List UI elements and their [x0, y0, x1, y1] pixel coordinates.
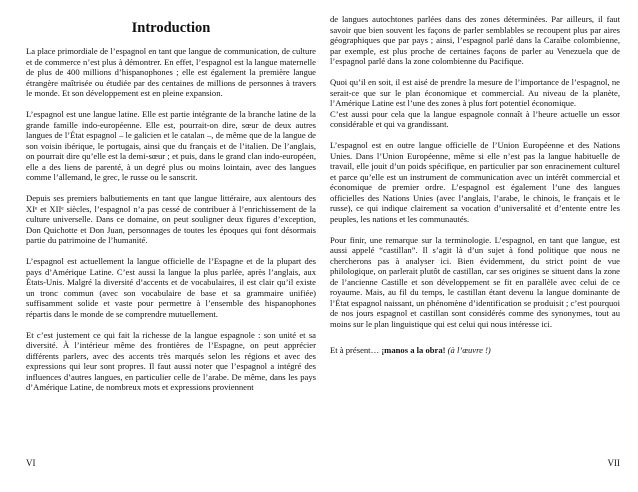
- closing-italic: (à l’œuvre !): [445, 345, 491, 355]
- right-paragraph-5: Pour finir, une remarque sur la terminologie. L’espagnol, en tant que langue, est aussi appelé “castillan”. Il s’agit là d’un sujet à fond politique que nous ne chercherons pas à analyser ici. Bien évidemment, du strict point de vue philologique, on parlerait plutôt de castillan, car ses origines se situent dans la zone de l’ancienne Castille et son développement se fit en parallèle avec celui de ce royaume. Mais, au fil du temps, le castillan étant devenu la langue dominante de l’État espagnol naissant, un phénomène d’identification se produisit ; c’est pourquoi de nos jours espagnol et castillan sont considérés comme des synonymes, tout au moins sur le plan linguistique qui est celui qui nous intéresse ici.: [330, 234, 620, 329]
- right-paragraph-4: L’espagnol est en outre langue officielle de l’Union Européenne et des Nations Unies. Dans l’Union Européenne, même si elle n’est pas la langue habituelle de travail, elle jouit d’un poids spécifique, en particulier par son enracinement culturel et parce qu’elle est un instrument de communication avec un intérêt commercial et économique de premier ordre. L’espagnol est également l’une des langues officielles des Nations Unies (avec l’anglais, l’arabe, le chinois, le français et le russe), ce qui indique clairement sa vocation d’universalité et d’entente entre les peuples, les nations et les communautés.: [330, 140, 620, 224]
- left-paragraph-5: Et c’est justement ce qui fait la richesse de la langue espagnole : son unité et sa diversité. À l’intérieur même des frontières de l’Espagne, on peut apprécier différents parlers, avec des accents très marqués selon les régions et avec des expressions qui leur sont propres. Il faut aussi noter que l’espagnol a intégré des influences d’autres langues, en particulier celle de l’arabe. De même, dans les pays d’Amérique Latine, de nombreux mots et expressions proviennent: [26, 329, 316, 392]
- left-paragraph-1: La place primordiale de l’espagnol en tant que langue de communication, de culture et de commerce n’est plus à démontrer. En effet, l’espagnol est la langue maternelle de plus de 400 millions d’hispanophones ; elle est également la première langue étrangère maîtrisée ou étudiée par des centaines de millions de personnes à travers le monde. Et son développement est en pleine expansion.: [26, 46, 316, 98]
- left-page: [26, 0, 316, 492]
- closing-line: [330, 345, 620, 356]
- left-paragraph-3: Depuis ses premiers balbutiements en tant que langue littéraire, aux alentours des XIᵉ et XIIᵉ siècles, l’espagnol n’a pas cessé de contribuer à l’enrichissement de la culture universelle. Dans ce domaine, on peut souligner deux figures d’exception, Don Quichotte et Don Juan, personnages de toutes les époques qui font désormais partie du patrimoine de l’humanité.: [26, 193, 316, 245]
- left-paragraph-4: L’espagnol est actuellement la langue officielle de l’Espagne et de la plupart des pays d’Amérique Latine. C’est aussi la langue la plus parlée, après l’anglais, aux États-Unis. Malgré la diversité d’accents et de vocabulaires, il est clair qu’il existe un tronc commun (avec son vocabulaire de base et sa grammaire unifiée) suffisamment solide et vaste pour permettre à l’ensemble des hispanophones répartis dans le monde de se comprendre mutuellement.: [26, 256, 316, 319]
- closing-bold: ¡manos a la obra!: [381, 345, 446, 355]
- right-page: [330, 0, 620, 492]
- left-paragraph-2: L’espagnol est une langue latine. Elle est partie intégrante de la branche latine de la grande famille indo-européenne. Elle est, pourrait-on dire, sœur de deux autres langues de l’État espagnol – le galicien et le catalan –, de même que de la langue de son voisin ibérique, le portugais, ainsi que du français et de l’italien. De l’anglais, on pourrait dire qu’elle est la demi-sœur ; et puis, dans le grand clan indo-européen, elle a des liens de parenté, à un degré plus ou moins lointain, avec des langues comme l’allemand, le grec, le russe ou le sanscrit.: [26, 109, 316, 182]
- closing-plain: Et à présent…: [330, 345, 382, 355]
- page-number-left: VI: [26, 458, 36, 468]
- right-paragraph-3: C’est aussi pour cela que la langue espagnole connaît à l’heure actuelle un essor considérable et qui va grandissant.: [330, 108, 620, 129]
- right-paragraph-1: de langues autochtones parlées dans des zones déterminées. Par ailleurs, il faut savoir que bien souvent les façons de parler semblables se recoupent plus par aires géographiques que par pays ; ainsi, l’espagnol parlé dans la Caraïbe colombienne, par exemple, est plus proche de certaines façons de parler au Venezuela que de l’espagnol parlé dans la zone colombienne du Pacifique.: [330, 14, 620, 66]
- right-paragraph-2: Quoi qu’il en soit, il est aisé de prendre la mesure de l’importance de l’espagnol, ne serait-ce que sur le plan économique et commercial. Au niveau de la planète, l’Amérique Latine est l’une des zones à plus fort potentiel économique.: [330, 77, 620, 108]
- page-title: Introduction: [131, 20, 211, 36]
- page-number-right: VII: [607, 458, 620, 468]
- right-page-content: [330, 0, 620, 356]
